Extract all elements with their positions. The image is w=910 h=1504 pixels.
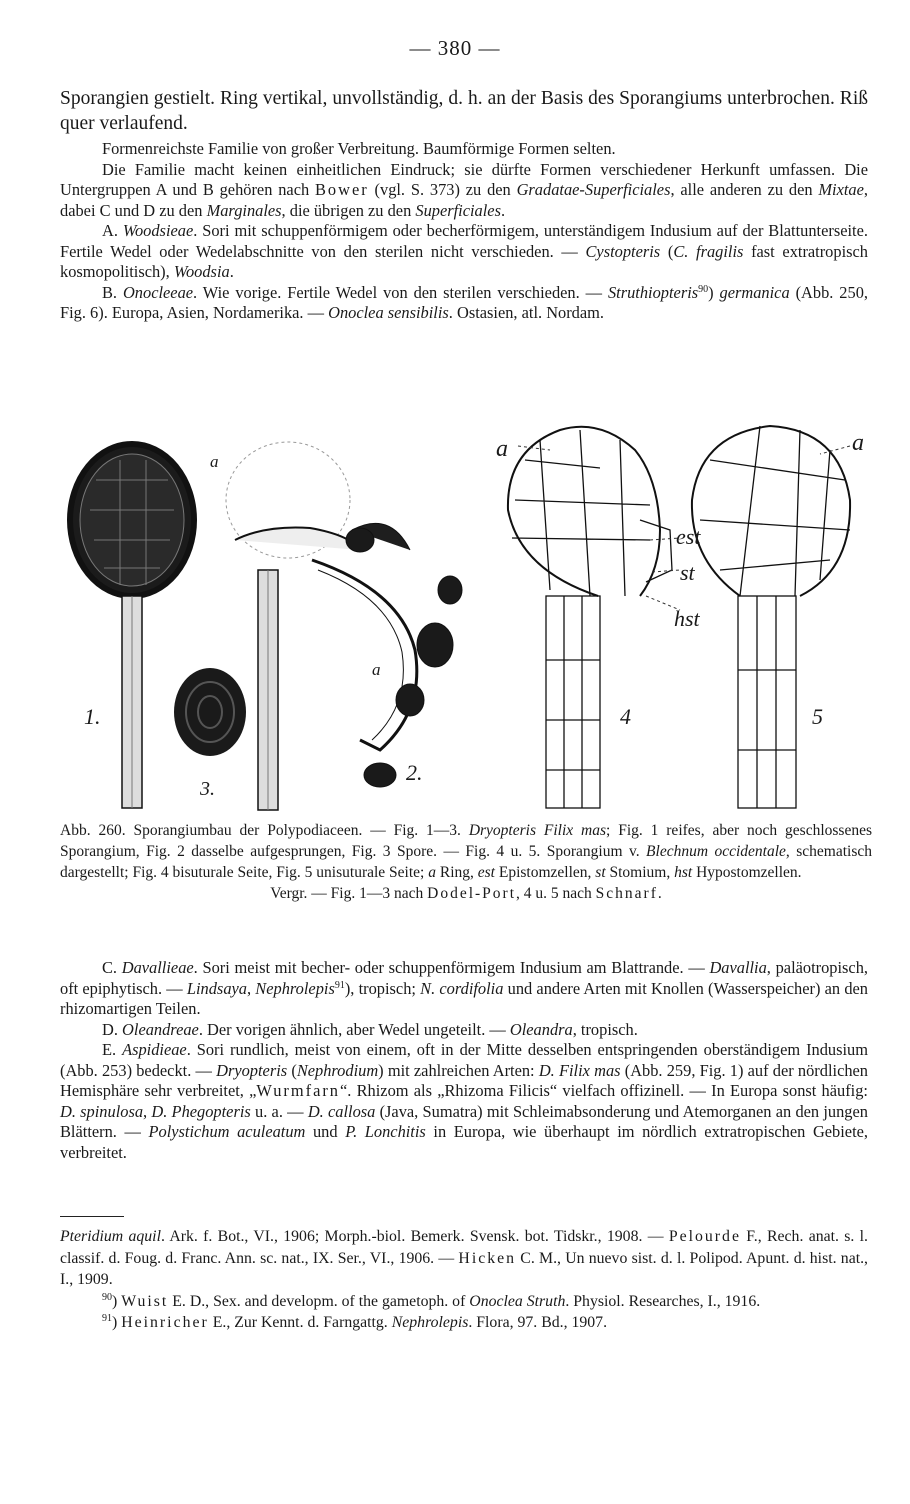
fig1-sporangium xyxy=(70,444,194,808)
figure-caption xyxy=(60,820,872,904)
fig2-sporangium xyxy=(226,442,462,810)
family-description: Sporangien gestielt. Ring vertikal, unvollständig, d. h. an der Basis des Sporangiums unterbrochen. Riß quer verlaufend. xyxy=(60,88,868,134)
page-number: — 380 — xyxy=(409,36,501,60)
body-section-2 xyxy=(60,958,868,1163)
footnote-pteridium: Pteridium aquil. Ark. f. Bot., VI., 1906; Morph.-biol. Bemerk. Svensk. bot. Tidskr., 1908. — Pelourde F., Rech. anat. s. l. classif. d. Foug. d. Franc. Ann. sc. nat., IX. Ser., VI., 1906. — Hicken C. M., Un nuevo sist. d. l. Polipod. Apunt. d. hist. nat., I., 1909. xyxy=(60,1228,868,1288)
group-aspidieae: E. Aspidieae. Sori rundlich, meist von einem, oft in der Mitte desselben entspringenden oberständigem Indusium (Abb. 253) bedeckt. — Dryopteris (Nephrodium) mit zahlreichen Arten: D. Filix mas (Abb. 259, Fig. 1) auf der nördlichen Hemisphäre sehr verbreitet, „Wurmfarn“. Rhizom als „Rhizoma Filicis“ vielfach offizinell. — In Europa sonst häufig: D. spinulosa, D. Phegopteris u. a. — D. callosa (Java, Sumatra) mit Schleimabsonderung und Atemorganen an den jungen Blättern. — Polystichum aculeatum und P. Lonchitis in Europa, wie überhaupt im nördlich extratropischen Gebiete, verbreitet. xyxy=(60,1040,869,1162)
st-label: st xyxy=(680,560,695,585)
fig3-label: 3. xyxy=(200,778,215,800)
fig2-label: 2. xyxy=(406,760,423,785)
fig5-a-label: a xyxy=(852,430,864,456)
figure-260 xyxy=(60,420,872,818)
fig2-a-label: a xyxy=(372,660,381,679)
footnote-rule xyxy=(60,1216,124,1217)
fig5-schematic xyxy=(692,426,850,808)
hst-label: hst xyxy=(674,606,700,631)
footnotes xyxy=(60,1226,868,1334)
group-oleandreae: D. Oleandreae. Der vorigen ähnlich, aber Wedel ungeteilt. — Oleandra, tropisch. xyxy=(102,1019,638,1039)
family-distribution: Formenreichste Familie von großer Verbreitung. Baumförmige Formen selten. xyxy=(102,139,616,158)
group-woodsieae: A. Woodsieae. Sori mit schuppenförmigem oder becherförmigem, unterständigem Indusium auf der Blattunterseite. Fertile Wedel oder Wedelabschnitte von den sterilen nicht verschieden. — Cystopteris (C. fragilis fast extratropisch kosmopolitisch), Woodsia. xyxy=(60,221,868,281)
group-davallieae: C. Davallieae. Sori meist mit becher- oder schuppenförmigem Indusium am Blattrande. — Davallia, paläotropisch, oft epiphytisch. — Lindsaya, Nephrolepis$^{91}$), tropisch; N. cordifolia und andere Arten mit Knollen (Wasserspeicher) an den rhizomartigen Teilen. xyxy=(60,958,869,1018)
family-classification: Die Familie macht keinen einheitlichen Eindruck; sie dürfte Formen verschiedener Herkunft umfassen. Die Untergruppen A und B gehören nach Bower (vgl. S. 373) zu den Gradatae-Superficiales, alle anderen zu den Mixtae, dabei C und D zu den Marginales, die übrigen zu den Superficiales. xyxy=(60,159,869,220)
intro-section xyxy=(60,86,868,324)
fig4-a-label: a xyxy=(496,436,508,462)
footnote-91: $^{91}$) Heinricher E., Zur Kennt. d. Farngattg. Nephrolepis. Flora, 97. Bd., 1907. xyxy=(102,1313,608,1331)
fig1-a-label: a xyxy=(210,452,219,471)
sporangium-illustration xyxy=(60,420,872,818)
fig4-label: 4 xyxy=(620,704,631,729)
fig5-label: 5 xyxy=(812,704,823,729)
est-label: est xyxy=(676,524,701,549)
caption-credits: Vergr. — Fig. 1—3 nach Dodel-Port, 4 u. 5 nach Schnarf. xyxy=(270,885,662,902)
caption-text: Abb. 260. Sporangiumbau der Polypodiaceen. — Fig. 1—3. Dryopteris Filix mas; Fig. 1 reifes, aber noch geschlossenes Sporangium, Fig. 2 dasselbe aufgesprungen, Fig. 3 Spore. — Fig. 4 u. 5. Sporangium v. Blechnum occidentale, schematisch dargestellt; Fig. 4 bisuturale Seite, Fig. 5 unisuturale Seite; a Ring, est Epistomzellen, st Stomium, hst Hypostomzellen. xyxy=(60,822,872,881)
fig4-schematic xyxy=(508,427,672,808)
group-onocleeae: B. Onocleeae. Wie vorige. Fertile Wedel von den sterilen verschieden. — Struthiopteris$^{90}$) germanica (Abb. 250, Fig. 6). Europa, Asien, Nordamerika. — Onoclea sensibilis. Ostasien, atl. Nordam. xyxy=(60,282,868,322)
fig1-label: 1. xyxy=(84,704,101,729)
footnote-90: $^{90}$) Wuist E. D., Sex. and developm. of the gametoph. of Onoclea Struth. Physiol. Researches, I., 1916. xyxy=(102,1291,761,1310)
fig3-spore xyxy=(174,668,246,756)
